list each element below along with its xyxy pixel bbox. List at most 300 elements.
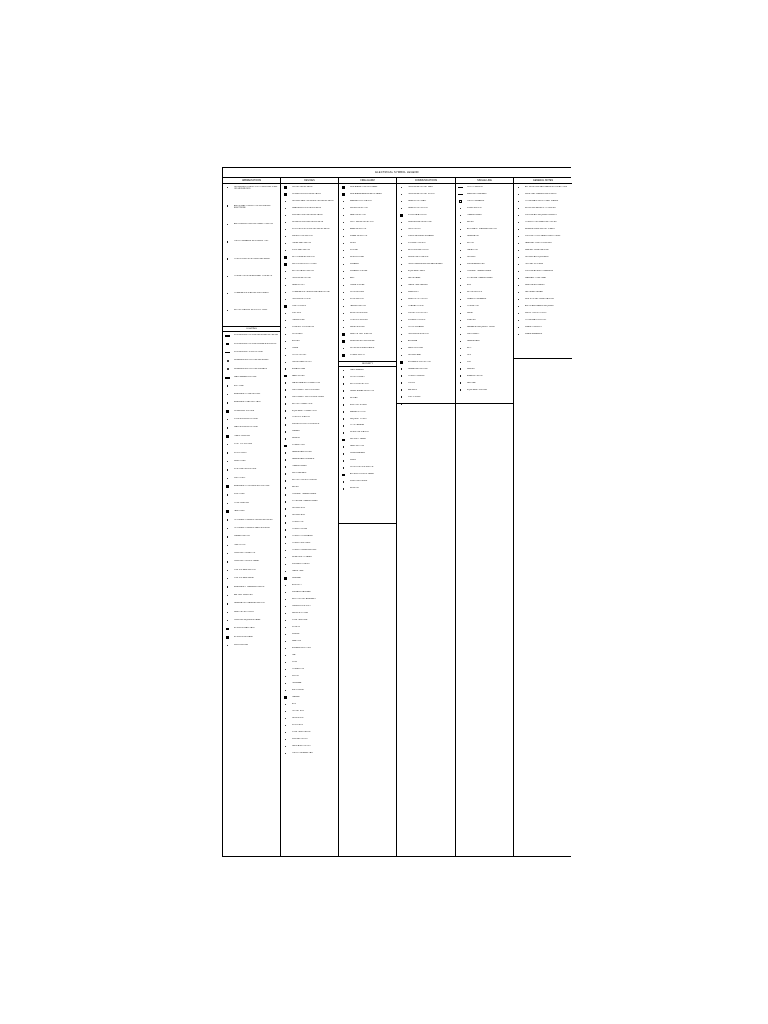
legend-description: LOW VOLTAGE RELAY [234,577,255,580]
legend-symbol-icon [399,305,404,308]
legend-symbol-icon [516,228,521,231]
legend-description: MOTOR STARTER WITH PILOT LIGHT [234,309,268,312]
legend-row [514,256,572,259]
legend-description: ALL WORK PER NATIONAL ELECTRICAL CODE [525,186,567,188]
legend-symbol-icon [458,312,463,315]
legend-symbol-icon [283,661,288,664]
legend-description: BACKBOX [408,388,418,391]
legend-symbol-icon [341,277,346,280]
legend-symbol-icon [283,396,288,399]
legend-description: FLOW SWITCH [350,297,364,300]
legend-description: WARRANTY ONE YEAR [525,276,546,279]
legend-symbol-icon [283,361,288,364]
legend-symbol-icon [341,404,346,407]
legend-symbol-icon [283,277,288,280]
legend-description: ADDITIONAL CONDUCTOR GROUNDING ELECTRODE [234,204,271,209]
legend-row [223,334,280,337]
legend-row [339,193,396,196]
legend-row [223,205,280,210]
legend-description: FLUORESCENT FIXTURE RECESSED IN CEILING [234,334,279,337]
legend-row [281,542,338,545]
legend-description: CONDUIT DOWN [292,528,308,531]
legend-description: PANELBOARD [467,339,480,342]
legend-symbol-icon [399,333,404,336]
legend-description: VERIFY ALL DIMENSIONS IN FIELD [525,192,557,195]
legend-description: GENERATOR [467,234,479,237]
legend-row [281,458,338,461]
legend-symbol-icon [458,263,463,266]
legend-symbol-icon [283,542,288,545]
legend-row [281,319,338,322]
legend-row [456,235,513,238]
legend-row [281,710,338,713]
legend-symbol-icon [458,277,463,280]
legend-description: FLEXIBLE CONDUIT [292,563,310,566]
legend-symbol-icon [516,214,521,217]
legend-symbol-icon [399,214,404,217]
legend-row [281,731,338,734]
legend-row [281,500,338,503]
legend-row [339,383,396,386]
legend-symbol-icon [341,298,346,301]
legend-row [281,752,338,755]
legend-description: WIREWAY [292,577,302,580]
legend-description: PUBLIC ADDRESS SPEAKER [408,234,434,237]
legend-symbol-icon [458,291,463,294]
legend-description: HOME RUN TO PANEL [292,556,312,559]
legend-row [281,235,338,238]
legend-description: INCANDESCENT FIXTURE RECESSED [234,359,269,362]
legend-row [281,591,338,594]
legend-row [281,598,338,601]
legend-row [339,347,396,350]
legend-symbol-icon [341,200,346,203]
legend-row [223,186,280,191]
legend-description: CIRCUIT BREAKER [467,199,485,202]
legend-row [456,228,513,231]
legend-description: CAPACITOR [467,248,478,251]
section-header: LIGHTING [223,326,280,332]
column-end-rule [339,523,396,524]
legend-symbol-icon [283,675,288,678]
legend-description: FLOOR BOX [292,723,304,726]
legend-description: FLAME DETECTOR [350,234,368,237]
legend-description: LIGHTING SEQUENCE PANEL [234,619,261,622]
legend-description: CHIME STROBE [350,283,365,286]
legend-symbol-icon [341,438,346,441]
legend-symbol-icon [225,627,230,630]
legend-description: SPECIAL OUTLET [292,737,308,740]
legend-row [223,552,280,555]
legend-row [456,200,513,203]
legend-row [514,270,572,273]
legend-description: KEY OPERATED SWITCH [292,255,315,258]
legend-description: PROVIDE TYPED PANEL DIRECTORIES [525,234,561,237]
legend-description: TEST ALL SYSTEMS [525,262,544,265]
legend-description: MONITOR [350,487,359,490]
legend-description: SCREEN CONTROL [408,318,426,321]
legend-row [281,486,338,489]
legend-row [223,493,280,496]
legend-symbol-icon [283,598,288,601]
legend-row [339,376,396,379]
legend-description: SURGE ARRESTER [467,262,485,265]
legend-column [339,178,397,856]
legend-row [339,445,396,448]
legend-row [223,343,280,346]
legend-description: CEILING FAN OUTLET [292,360,312,363]
legend-row [397,382,455,385]
legend-row [456,291,513,294]
legend-row [223,644,280,647]
legend-row [281,333,338,336]
legend-description: CONDUIT EXPOSED [292,542,311,545]
legend-row [281,654,338,657]
legend-symbol-icon [225,309,230,312]
legend-symbol-icon [458,186,463,189]
legend-description: DOOR POSITION SWITCH [350,466,374,469]
legend-row [281,696,338,699]
legend-symbol-icon [341,228,346,231]
legend-description: DOOR HOLDER [350,290,365,293]
legend-symbol-icon [283,305,288,308]
legend-description: SINGLE POLE SWITCH [292,234,313,237]
legend-description: POKE THROUGH [292,619,308,622]
legend-row [223,535,280,538]
legend-row [339,480,396,483]
legend-row [281,423,338,426]
legend-columns [223,178,571,856]
legend-symbol-icon [283,291,288,294]
legend-description: FIREFIGHTER TELEPHONE [350,339,375,342]
legend-description: PROVIDE ALL REQUIRED PERMITS [525,213,557,216]
legend-symbol-icon [341,452,346,455]
legend-symbol-icon [283,437,288,440]
legend-description: DATA OUTLET WALL [408,199,427,202]
legend-symbol-icon [225,205,230,208]
legend-symbol-icon [283,703,288,706]
legend-row [223,223,280,226]
legend-symbol-icon [225,510,230,513]
legend-symbol-icon [283,375,288,378]
legend-symbol-icon [399,354,404,357]
legend-symbol-icon [341,333,346,336]
legend-symbol-icon [341,431,346,434]
legend-symbol-icon [516,284,521,287]
legend-description: DATA OUTLET FLOOR [408,206,428,209]
legend-row [281,549,338,552]
legend-row [514,277,572,280]
legend-description: CONTACTOR WITH AUXILIARY CONTACTS [234,274,273,277]
legend-row [281,675,338,678]
legend-description: CONTROL STATION [292,416,310,419]
legend-description: EQUIPMENT RACK [408,269,425,272]
legend-row [397,396,455,399]
legend-row [223,351,280,354]
legend-description: FEEDER [467,367,475,370]
legend-row [339,207,396,210]
legend-symbol-icon [283,486,288,489]
legend-row [281,738,338,741]
legend-row [281,396,338,399]
legend-description: WALL WASHER FIXTURE [234,376,257,379]
legend-row [281,444,338,447]
legend-row [281,200,338,203]
legend-description: EQUIPMENT GROUND [467,388,488,391]
legend-symbol-icon [225,560,230,563]
legend-symbol-icon [225,443,230,446]
legend-symbol-icon [516,193,521,196]
legend-symbol-icon [516,221,521,224]
legend-row [339,270,396,273]
legend-row [281,619,338,622]
legend-symbol-icon [341,376,346,379]
legend-description: PULL BOX [292,311,302,314]
legend-symbol-icon [283,368,288,371]
legend-description: NOTIFICATION APPLIANCE [350,346,375,349]
legend-row [281,277,338,280]
section-header: SECURITY [339,361,396,367]
legend-row [456,193,513,196]
legend-description: SLEEVE [292,633,300,635]
legend-symbol-icon [225,468,230,471]
legend-symbol-icon [341,487,346,490]
legend-description: KEY INTERLOCK [467,290,483,293]
legend-symbol-icon [283,382,288,385]
legend-row [397,186,455,189]
legend-symbol-icon [225,334,230,337]
legend-symbol-icon [516,298,521,301]
legend-description: SITE LIGHTING FIXTURE [234,468,257,471]
legend-row [514,214,572,217]
legend-description: BEAM DETECTOR [350,227,367,230]
legend-description: BOX [292,702,296,705]
legend-symbol-icon [283,549,288,552]
legend-description: BUZZER [292,339,300,342]
legend-symbol-icon [399,375,404,378]
legend-row [281,368,338,371]
legend-row [281,689,338,692]
legend-description: METER [467,220,474,223]
legend-symbol-icon [399,291,404,294]
legend-row [281,647,338,650]
legend-description: CONDUIT CONCEALED [292,535,313,538]
legend-symbol-icon [341,221,346,224]
legend-description: SEAL OFF [292,639,302,642]
legend-description: COORDINATE WITH OTHER TRADES [525,199,559,202]
legend-row [281,430,338,433]
legend-description: GROUND [467,255,476,258]
legend-row [281,375,338,378]
legend-symbol-icon [458,256,463,259]
legend-symbol-icon [283,235,288,238]
legend-symbol-icon [458,193,463,196]
legend-description: TELEVISION MONITOR [408,332,429,335]
legend-row [223,527,280,530]
legend-description: SWITCHBOARD [292,472,307,475]
legend-description: PROJECTOR OUTLET [408,311,428,314]
legend-description: FIRE ALARM ANNUNCIATOR PANEL [350,192,382,195]
legend-row [339,242,396,245]
legend-row [456,389,513,392]
legend-description: EMERGENCY TRANSFER DEVICE [234,585,265,588]
legend-description: BATTERY INVERTER [234,593,253,596]
legend-row [456,333,513,336]
legend-description: POLE MOUNTED FIXTURE [234,418,258,421]
legend-symbol-icon [516,242,521,245]
legend-description: MCC [467,346,472,349]
legend-symbol-icon [516,186,521,189]
legend-symbol-icon [458,375,463,378]
legend-symbol-icon [341,466,346,469]
legend-row [397,214,455,217]
legend-row [397,347,455,350]
legend-symbol-icon [283,200,288,203]
legend-description: CLOCK OUTLET [292,353,307,356]
legend-symbol-icon [283,731,288,734]
legend-row [281,298,338,301]
legend-row [456,242,513,245]
legend-symbol-icon [399,270,404,273]
legend-symbol-icon [399,298,404,301]
legend-symbol-icon [341,326,346,329]
legend-symbol-icon [516,277,521,280]
legend-description: DUPLEX RECEPTACLE [292,186,313,188]
legend-description: DATA OUTLET [292,283,305,286]
legend-symbol-icon [283,626,288,629]
legend-row [514,193,572,196]
legend-row [397,361,455,364]
legend-description: MOUNTING HEIGHTS TO CENTER [525,206,556,209]
legend-description: POTENTIAL TRANSFORMER [467,276,493,279]
legend-symbol-icon [225,385,230,388]
legend-symbol-icon [225,418,230,421]
legend-row [514,221,572,224]
legend-description: VOICE DATA OUTLET [408,213,428,216]
legend-row [456,214,513,217]
legend-symbol-icon [283,354,288,357]
legend-symbol-icon [283,724,288,727]
legend-description: EMERGENCY FLUORESCENT FIXTURE [234,485,270,488]
legend-description: TELEVISION OUTLET [292,297,312,300]
legend-symbol-icon [341,256,346,259]
legend-symbol-icon [283,570,288,573]
legend-row [339,424,396,427]
legend-row [223,368,280,371]
legend-row [339,397,396,400]
legend-row [223,502,280,505]
legend-row [514,242,572,245]
legend-description: TIME CLOCK [234,543,246,546]
legend-description: TAMPER SWITCH [350,304,366,307]
legend-symbol-icon [458,228,463,231]
legend-row [397,319,455,322]
legend-symbol-icon [225,435,230,438]
legend-symbol-icon [225,535,230,538]
legend-symbol-icon [399,228,404,231]
legend-description: WALL MOUNTED FIXTURE [234,426,258,429]
legend-row [456,368,513,371]
legend-description: FLUORESCENT STRIP FIXTURE [234,351,263,354]
legend-symbol-icon [225,186,230,189]
legend-description: MICROPHONE OUTLET [408,248,430,251]
legend-symbol-icon [399,193,404,196]
legend-symbol-icon [283,256,288,259]
legend-row [281,340,338,343]
legend-symbol-icon [283,340,288,343]
legend-description: MOTION DETECTOR [350,382,369,385]
legend-description: CABINET [292,695,301,698]
legend-row [397,193,455,196]
legend-description: FLUORESCENT FIXTURE SURFACE MOUNTED [234,342,277,345]
legend-symbol-icon [283,444,288,447]
legend-description: MOTOR [467,241,475,244]
legend-row [339,333,396,336]
legend-description: EMERGENCY BATTERY PACK [234,401,261,404]
legend-symbol-icon [225,368,230,371]
legend-description: FIBER OPTIC OUTLET [408,297,428,300]
legend-column [514,178,572,856]
legend-row [339,200,396,203]
legend-symbol-icon [341,291,346,294]
legend-symbol-icon [283,577,288,580]
legend-description: VIDEO RECORDER [350,480,368,483]
legend-row [281,563,338,566]
legend-row [281,249,338,252]
legend-symbol-icon [225,343,230,346]
legend-symbol-icon [516,291,521,294]
legend-symbol-icon [225,611,230,614]
legend-symbol-icon [516,200,521,203]
legend-row [339,354,396,357]
legend-description: SEAL ALL PENETRATIONS [525,248,549,251]
legend-row [397,326,455,329]
legend-row [456,298,513,301]
legend-row [281,640,338,643]
legend-symbol-icon [341,305,346,308]
legend-description: WEATHERPROOF RECEPTACLE [292,206,322,209]
legend-row [397,340,455,343]
legend-symbol-icon [516,235,521,238]
legend-symbol-icon [458,389,463,392]
legend-symbol-icon [516,263,521,266]
legend-symbol-icon [283,479,288,482]
legend-row [223,619,280,622]
legend-description: REQUEST TO EXIT [350,417,367,420]
legend-symbol-icon [225,452,230,455]
legend-row [514,235,572,238]
legend-symbol-icon [399,284,404,287]
legend-symbol-icon [516,326,521,329]
legend-description: DRAWOUT BREAKER [467,297,487,300]
legend-symbol-icon [341,193,346,196]
legend-symbol-icon [225,544,230,547]
legend-symbol-icon [341,270,346,273]
legend-row [339,256,396,259]
legend-symbol-icon [283,319,288,322]
legend-description: LIGHTING CONTACTOR [234,552,256,555]
legend-description: BELL [350,276,355,279]
legend-description: CHIME [292,346,299,349]
legend-row [281,703,338,706]
legend-symbol-icon [341,186,346,189]
column-header: FIRE ALARM [339,178,396,184]
legend-row [223,410,280,413]
legend-description: CONDUIT UP [292,521,304,524]
legend-row [223,385,280,388]
legend-description: TELEPHONE OUTLET FLOOR [408,192,435,195]
sheet-title: ELECTRICAL SYMBOL LEGEND [223,168,571,178]
